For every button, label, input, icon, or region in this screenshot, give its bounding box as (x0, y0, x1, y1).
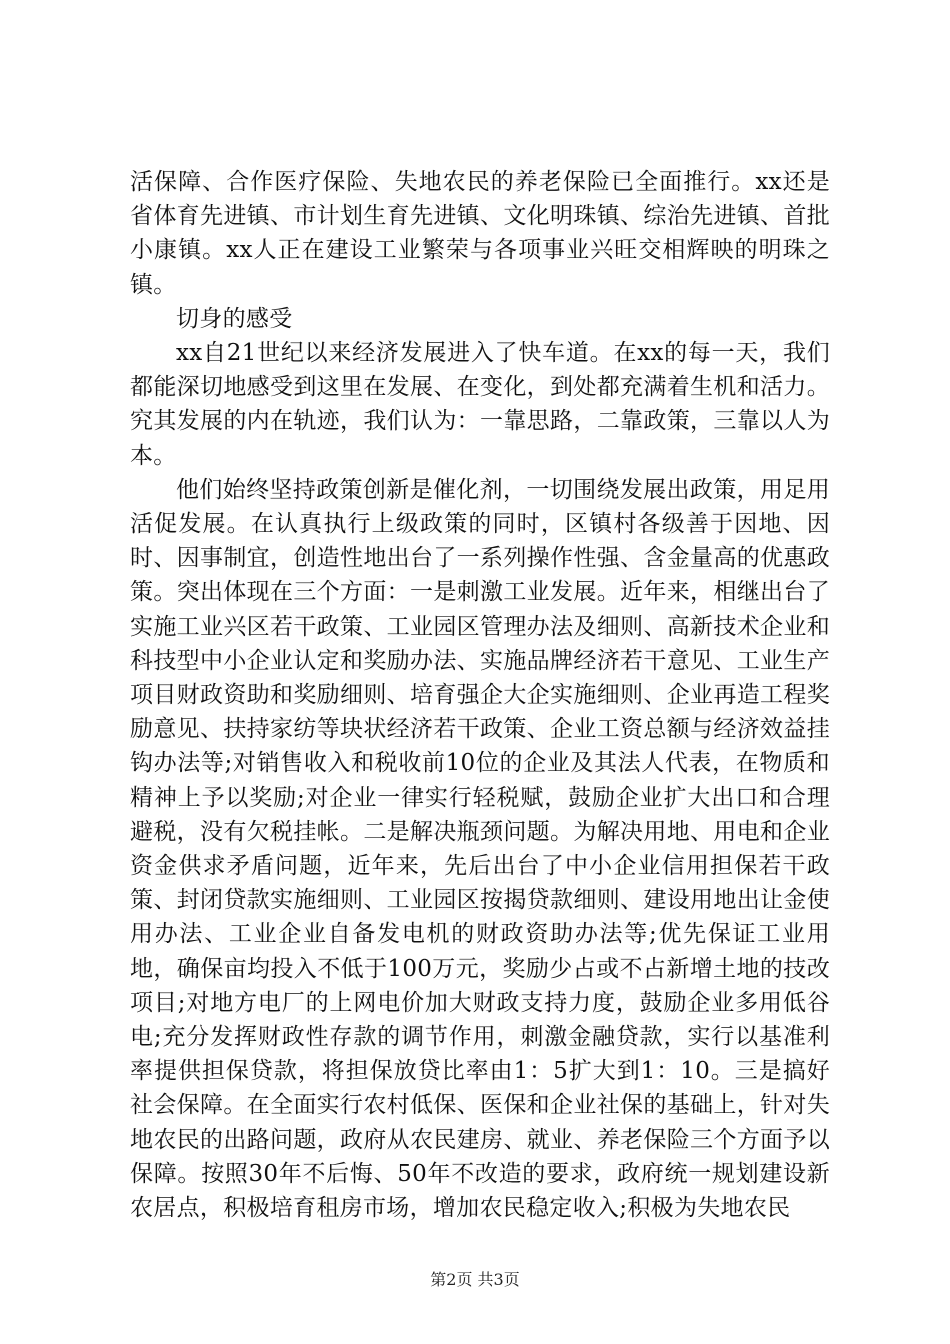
section-heading: 切身的感受 (176, 305, 293, 332)
paragraph-continuation: 活保障、合作医疗保险、失地农民的养老保险已全面推行。xx还是省体育先进镇、市计划生育先进镇、文化明珠镇、综治先进镇、首批小康镇。xx人正在建设工业繁荣与各项事业兴旺交相辉映的明珠之镇。 (130, 169, 830, 298)
page-footer: 第2页 共3页 (430, 1270, 520, 1289)
paragraph: xx自21世纪以来经济发展进入了快车道。在xx的每一天，我们都能深切地感受到这里在发展、在变化，到处都充满着生机和活力。究其发展的内在轨迹，我们认为：一靠思路，二靠政策，三靠以人为本。 (130, 340, 830, 469)
document-body (130, 165, 830, 1225)
paragraph: 他们始终坚持政策创新是催化剂，一切围绕发展出政策，用足用活促发展。在认真执行上级政策的同时，区镇村各级善于因地、因时、因事制宜，创造性地出台了一系列操作性强、含金量高的优惠政策。突出体现在三个方面：一是刺激工业发展。近年来，相继出台了实施工业兴区若干政策、工业园区管理办法及细则、高新技术企业和科技型中小企业认定和奖励办法、实施品牌经济若干意见、工业生产项目财政资助和奖励细则、培育强企大企实施细则、企业再造工程奖励意见、扶持家纺等块状经济若干政策、企业工资总额与经济效益挂钩办法等;对销售收入和税收前10位的企业及其法人代表，在物质和精神上予以奖励;对企业一律实行轻税赋，鼓励企业扩大出口和合理避税，没有欠税挂帐。二是解决瓶颈问题。为解决用地、用电和企业资金供求矛盾问题，近年来，先后出台了中小企业信用担保若干政策、封闭贷款实施细则、工业园区按揭贷款细则、建设用地出让金使用办法、工业企业自备发电机的财政资助办法等;优先保证工业用地，确保亩均投入不低于100万元，奖励少占或不占新增土地的技改项目;对地方电厂的上网电价加大财政支持力度，鼓励企业多用低谷电;充分发挥财政性存款的调节作用，刺激金融贷款，实行以基准利率提供担保贷款，将担保放贷比率由1：5扩大到1：10。三是搞好社会保障。在全面实行农村低保、医保和企业社保的基础上，针对失地农民的出路问题，政府从农民建房、就业、养老保险三个方面予以保障。按照30年不后悔、50年不改造的要求，政府统一规划建设新农居点，积极培育租房市场，增加农民稳定收入;积极为失地农民 (130, 476, 830, 1222)
